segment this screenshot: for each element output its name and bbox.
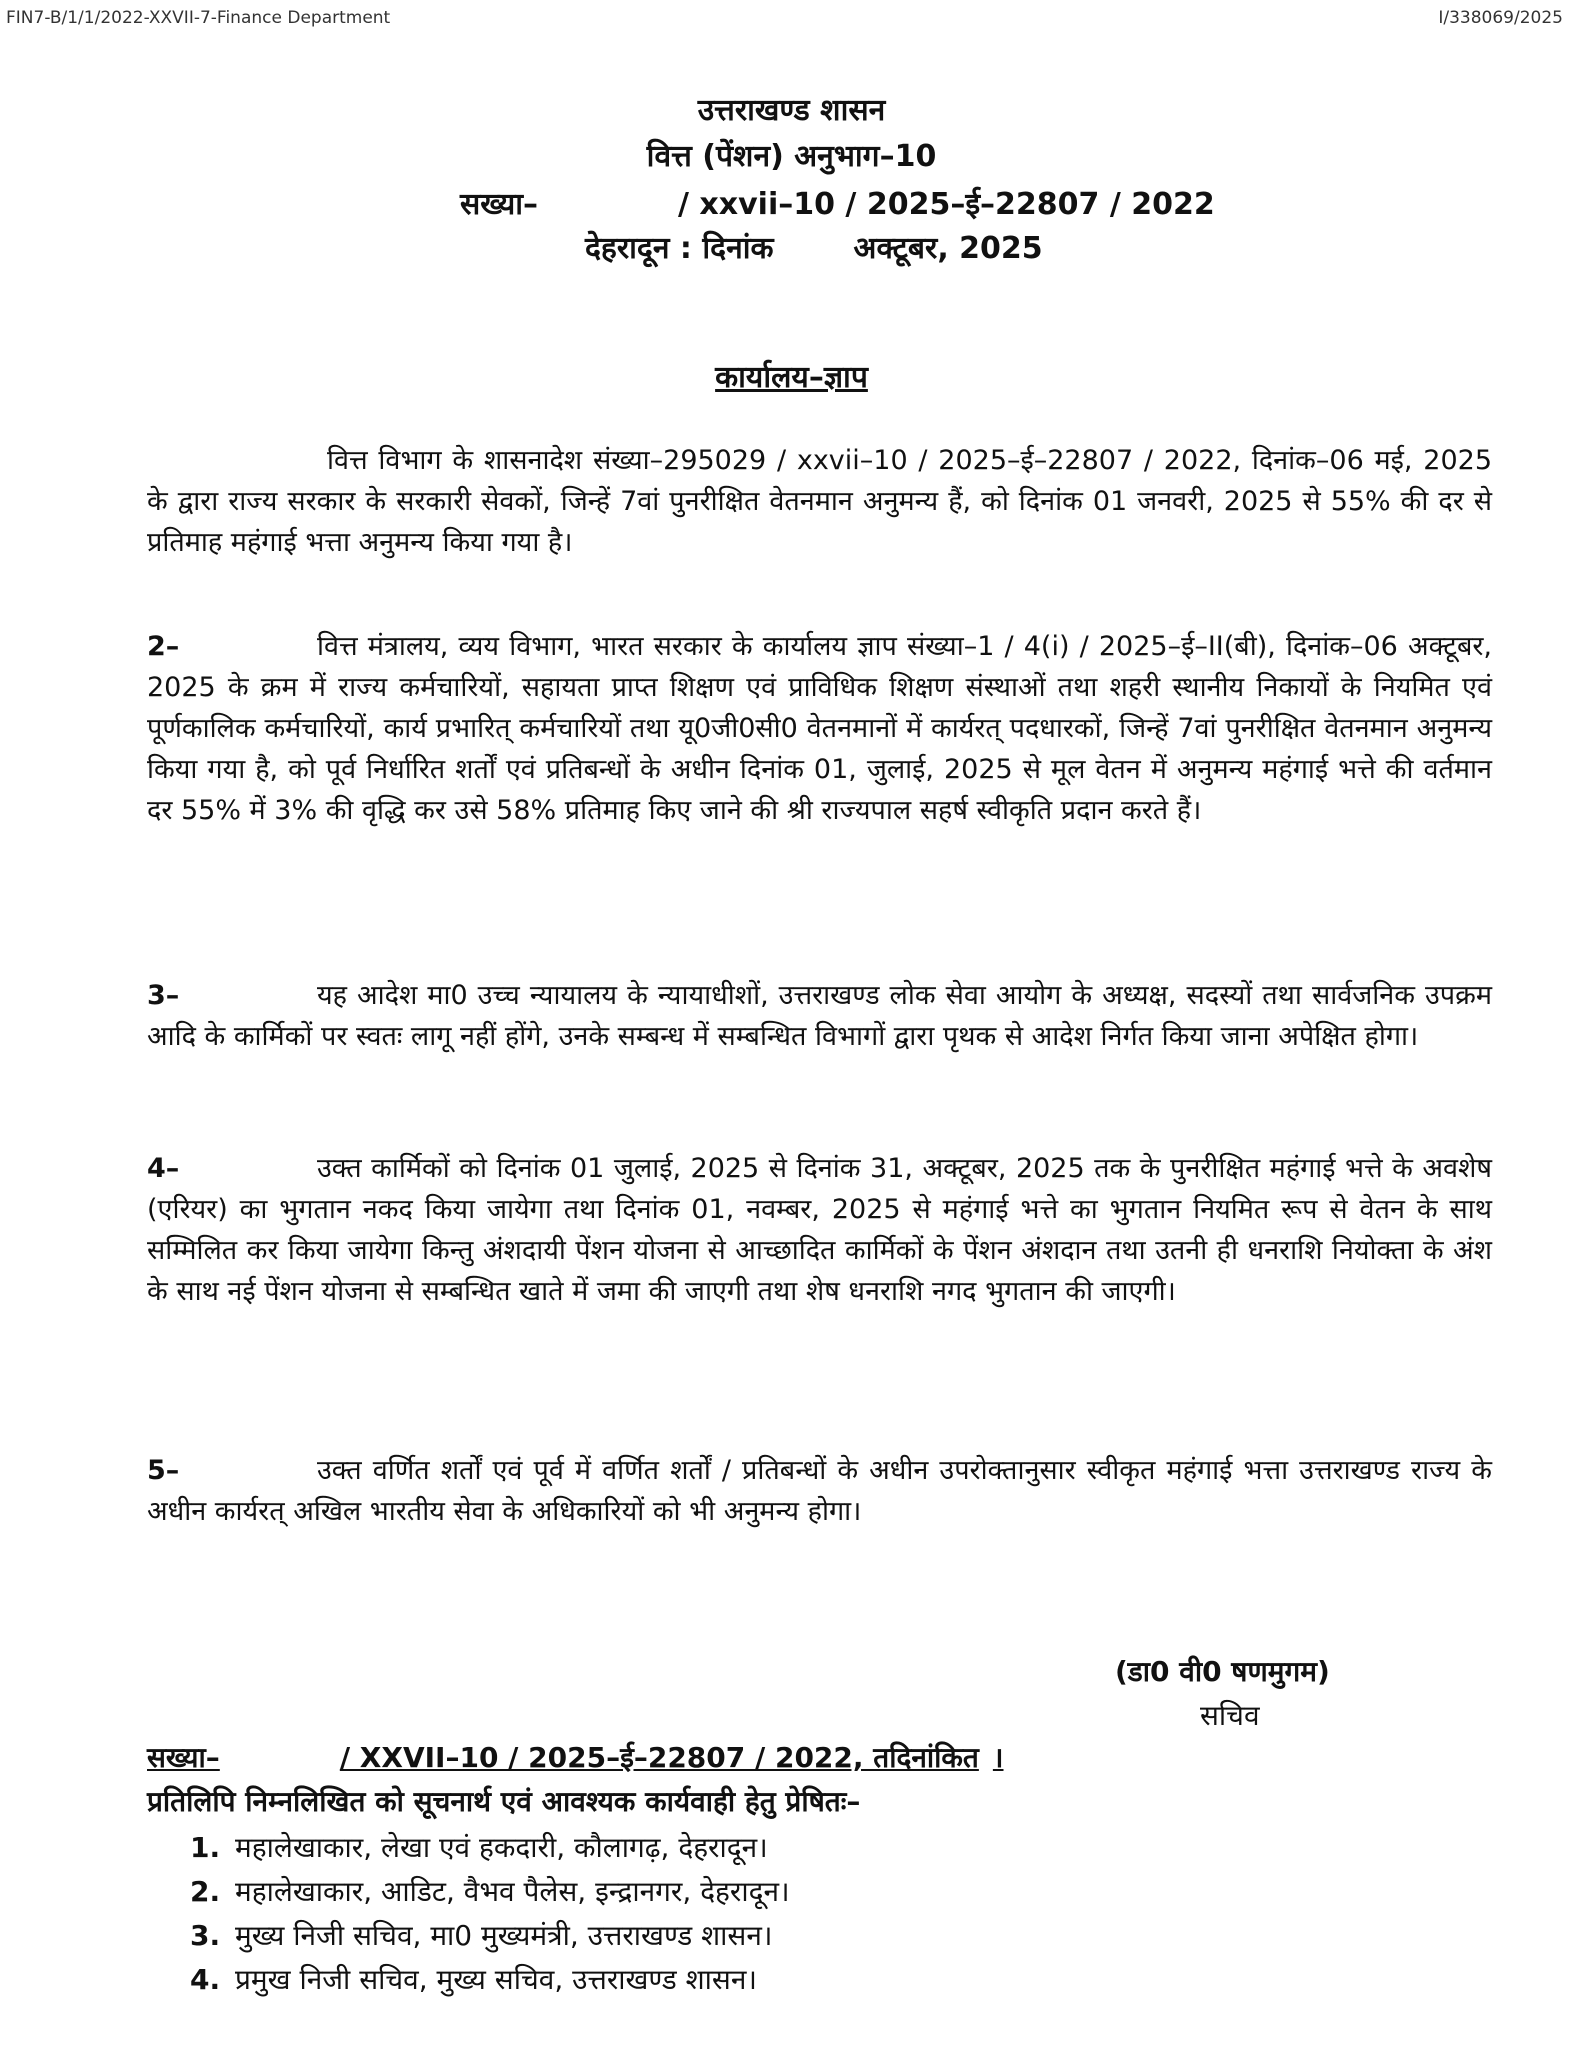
paragraph-number: 5– — [147, 1455, 180, 1486]
file-reference-header: FIN7-B/1/1/2022-XXVII-7-Finance Department — [6, 8, 391, 28]
recipient-text: प्रमुख निजी सचिव, मुख्य सचिव, उत्तराखण्ड शासन। — [235, 1963, 757, 1996]
reference-number-line — [460, 182, 1215, 223]
paragraph-text: वित्त मंत्रालय, व्यय विभाग, भारत सरकार के कार्यालय ज्ञाप संख्या–1 / 4(i) / 2025–ई–II(बी), दिनांक–06 अक्टूबर, 2025 के क्रम में राज्य कर्मचारियों, सहायता प्राप्त शिक्षण एवं प्राविधिक शिक्षण संस्थाओं तथा शहरी स्थानीय निकायों के नियमित एवं पूर्णकालिक कर्मचारियों, कार्य प्रभारित् कर्मचारियों तथा यू0जी0सी0 वेतनमानों में कार्यरत् पदधारकों, जिन्हें 7वां पुनरीक्षित वेतनमान अनुमन्य किया गया है, को पूर्व निर्धारित शर्तों एवं प्रतिबन्धों के अधीन दिनांक 01, जुलाई, 2025 से मूल वेतन में अनुमन्य महंगाई भत्ते की वर्तमान दर 55% में 3% की वृद्धि कर उसे 58% प्रतिमाह किए जाने की श्री राज्यपाल सहर्ष स्वीकृति प्रदान करते हैं। — [147, 631, 1492, 826]
recipient-number: 4. — [190, 1963, 221, 1996]
paragraph-3 — [147, 975, 1492, 1057]
reference-number: / xxvii–10 / 2025–ई–22807 / 2022 — [678, 187, 1215, 222]
paragraph-text: उक्त वर्णित शर्तों एवं पूर्व में वर्णित शर्तों / प्रतिबन्धों के अधीन उपरोक्तानुसार स्वीकृत महंगाई भत्ता उत्तराखण्ड राज्य के अधीन कार्यरत् अखिल भारतीय सेवा के अधिकारियों को भी अनुमन्य होगा। — [147, 1455, 1492, 1527]
letterhead — [0, 88, 1583, 180]
recipient-item — [190, 1826, 790, 1870]
copy-reference-line — [147, 1738, 1004, 1776]
date-line — [585, 226, 1043, 267]
recipient-item — [190, 1958, 790, 2002]
paragraph-4 — [147, 1148, 1492, 1312]
paragraph-5 — [147, 1450, 1492, 1532]
recipient-list — [190, 1826, 790, 2002]
recipient-text: महालेखाकार, लेखा एवं हकदारी, कौलागढ़, देहरादून। — [235, 1831, 768, 1864]
copy-reference-label: सख्या– — [147, 1741, 220, 1774]
copy-intro: प्रतिलिपि निम्नलिखित को सूचनार्थ एवं आवश्यक कार्यवाही हेतु प्रेषितः– — [147, 1785, 861, 1818]
paragraph-number: 3– — [147, 980, 180, 1011]
paragraph-text: उक्त कार्मिकों को दिनांक 01 जुलाई, 2025 से दिनांक 31, अक्टूबर, 2025 तक के पुनरीक्षित महंगाई भत्ते के अवशेष (एरियर) का भुगतान नकद किया जायेगा तथा दिनांक 01, नवम्बर, 2025 से महंगाई भत्ते का भुगतान नियमित रूप से वेतन के साथ सम्मिलित कर किया जायेगा किन्तु अंशदायी पेंशन योजना से आच्छादित कार्मिकों के पेंशन अंशदान तथा उतनी ही धनराशि नियोक्ता के अंश के साथ नई पेंशन योजना से सम्बन्धित खाते में जमा की जाएगी तथा शेष धनराशि नगद भुगतान की जाएगी। — [147, 1153, 1492, 1307]
date-label: देहरादून : दिनांक — [585, 231, 774, 266]
government-name: उत्तराखण्ड शासन — [697, 93, 886, 128]
reference-label: सख्या– — [460, 187, 538, 222]
paragraph-text: वित्त विभाग के शासनादेश संख्या–295029 / xxvii–10 / 2025–ई–22807 / 2022, दिनांक–06 मई, 2025 के द्वारा राज्य सरकार के सरकारी सेवकों, जिन्हें 7वां पुनरीक्षित वेतनमान अनुमन्य हैं, को दिनांक 01 जनवरी, 2025 से 55% की दर से प्रतिमाह महंगाई भत्ता अनुमन्य किया गया है। — [147, 445, 1492, 558]
recipient-number: 1. — [190, 1831, 221, 1864]
document-id-header: I/338069/2025 — [1438, 8, 1563, 28]
paragraph-number: 4– — [147, 1153, 180, 1184]
paragraph-2 — [147, 626, 1492, 831]
paragraph-number: 2– — [147, 631, 180, 662]
signatory-designation: सचिव — [1200, 1699, 1260, 1732]
paragraph-1 — [147, 440, 1492, 563]
recipient-text: मुख्य निजी सचिव, मा0 मुख्यमंत्री, उत्तराखण्ड शासन। — [235, 1919, 773, 1952]
recipient-text: महालेखाकार, आडिट, वैभव पैलेस, इन्द्रानगर, देहरादून। — [235, 1875, 790, 1908]
copy-reference-end: । — [992, 1741, 1004, 1774]
document-subject: कार्यालय–ज्ञाप — [715, 360, 868, 395]
recipient-number: 3. — [190, 1919, 221, 1952]
signatory-name: (डा0 वी0 षणमुगम) — [1115, 1655, 1330, 1688]
recipient-item — [190, 1870, 790, 1914]
recipient-number: 2. — [190, 1875, 221, 1908]
paragraph-text: यह आदेश मा0 उच्च न्यायालय के न्यायाधीशों, उत्तराखण्ड लोक सेवा आयोग के अध्यक्ष, सदस्यों तथा सार्वजनिक उपक्रम आदि के कार्मिकों पर स्वतः लागू नहीं होंगे, उनके सम्बन्ध में सम्बन्धित विभागों द्वारा पृथक से आदेश निर्गत किया जाना अपेक्षित होगा। — [147, 980, 1492, 1052]
recipient-item — [190, 1914, 790, 1958]
date-value: अक्टूबर, 2025 — [853, 231, 1043, 266]
department-name: वित्त (पेंशन) अनुभाग–10 — [646, 139, 937, 174]
copy-reference-number: / XXVII–10 / 2025–ई–22807 / 2022, तदिनांकित — [339, 1741, 979, 1774]
